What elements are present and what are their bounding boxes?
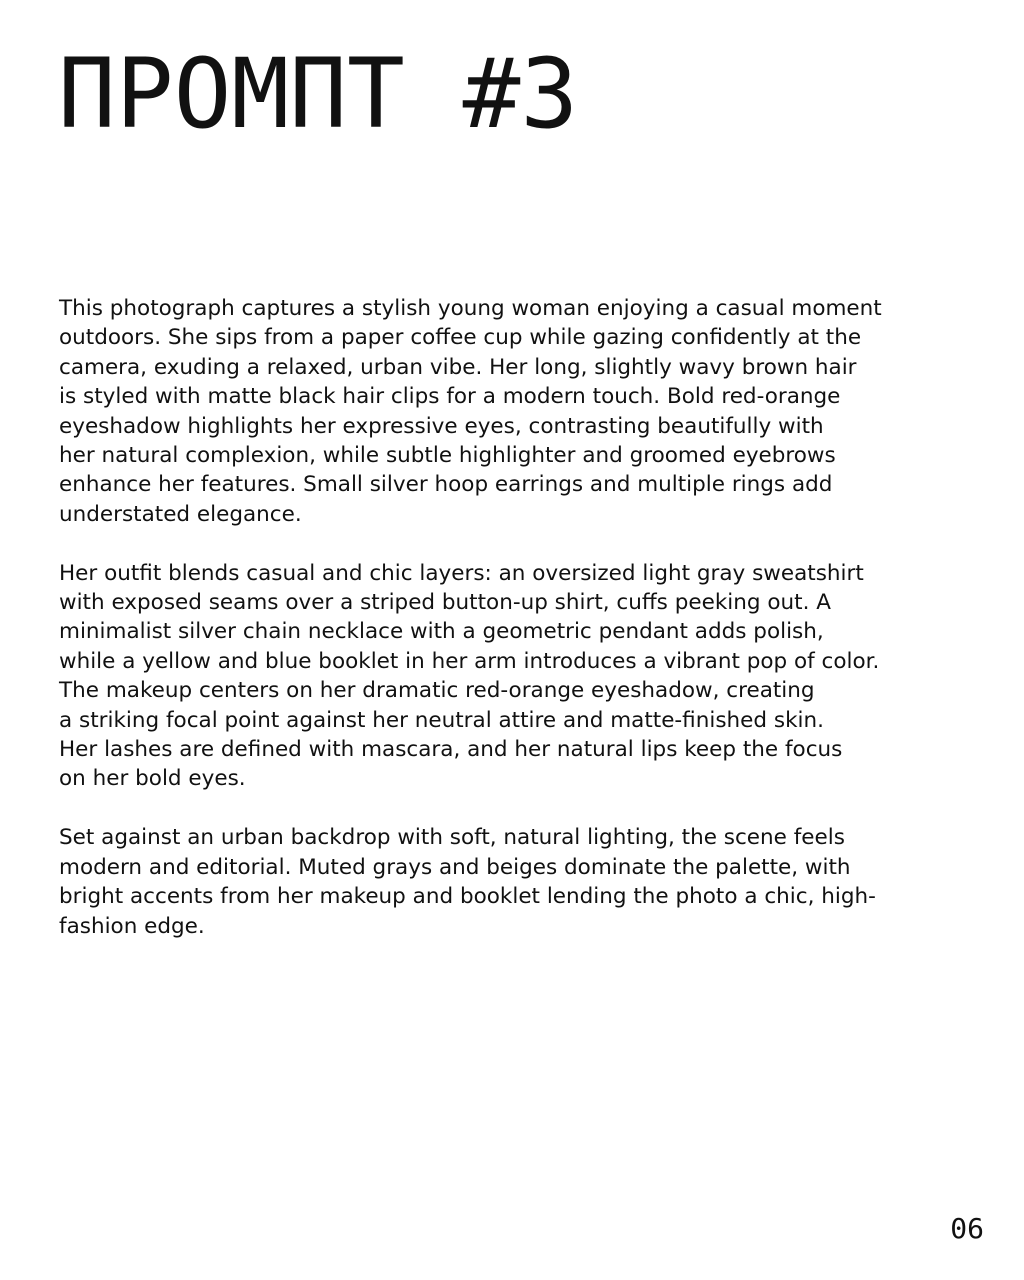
text-line: with exposed seams over a striped button-up shirt, cuffs peeking out. A bbox=[59, 590, 831, 616]
text-line: modern and editorial. Muted grays and beiges dominate the palette, with bbox=[59, 854, 851, 880]
text-line: understated elegance. bbox=[59, 501, 302, 527]
text-line: a striking focal point against her neutral attire and matte-finished skin. bbox=[59, 707, 824, 733]
text-line: minimalist silver chain necklace with a geometric pendant adds polish, bbox=[59, 619, 824, 645]
text-line: on her bold eyes. bbox=[59, 766, 246, 792]
text-line: is styled with matte black hair clips for a modern touch. Bold red-orange bbox=[59, 384, 841, 410]
paragraph-3 bbox=[59, 823, 919, 941]
page-number: 06 bbox=[950, 1212, 984, 1245]
text-line: fashion edge. bbox=[59, 913, 205, 939]
text-line: outdoors. She sips from a paper coffee cup while gazing confidently at the bbox=[59, 325, 862, 351]
text-line: camera, exuding a relaxed, urban vibe. Her long, slightly wavy brown hair bbox=[59, 354, 857, 380]
text-line: The makeup centers on her dramatic red-orange eyeshadow, creating bbox=[59, 678, 815, 704]
text-line: bright accents from her makeup and booklet lending the photo a chic, high- bbox=[59, 884, 876, 910]
text-line: eyeshadow highlights her expressive eyes, contrasting beautifully with bbox=[59, 413, 824, 439]
text-line: her natural complexion, while subtle highlighter and groomed eyebrows bbox=[59, 443, 836, 469]
text-line: Her lashes are defined with mascara, and her natural lips keep the focus bbox=[59, 737, 843, 763]
prompt-body bbox=[59, 294, 919, 970]
text-line: enhance her features. Small silver hoop earrings and multiple rings add bbox=[59, 472, 833, 498]
text-line: Set against an urban backdrop with soft, natural lighting, the scene feels bbox=[59, 825, 845, 851]
text-line: Her outfit blends casual and chic layers: an oversized light gray sweatshirt bbox=[59, 560, 864, 586]
paragraph-1 bbox=[59, 294, 919, 529]
paragraph-2 bbox=[59, 559, 919, 794]
text-line: while a yellow and blue booklet in her arm introduces a vibrant pop of color. bbox=[59, 648, 880, 674]
page-title: ПРОМПТ #3 bbox=[58, 38, 579, 150]
text-line: This photograph captures a stylish young woman enjoying a casual moment bbox=[59, 296, 882, 321]
